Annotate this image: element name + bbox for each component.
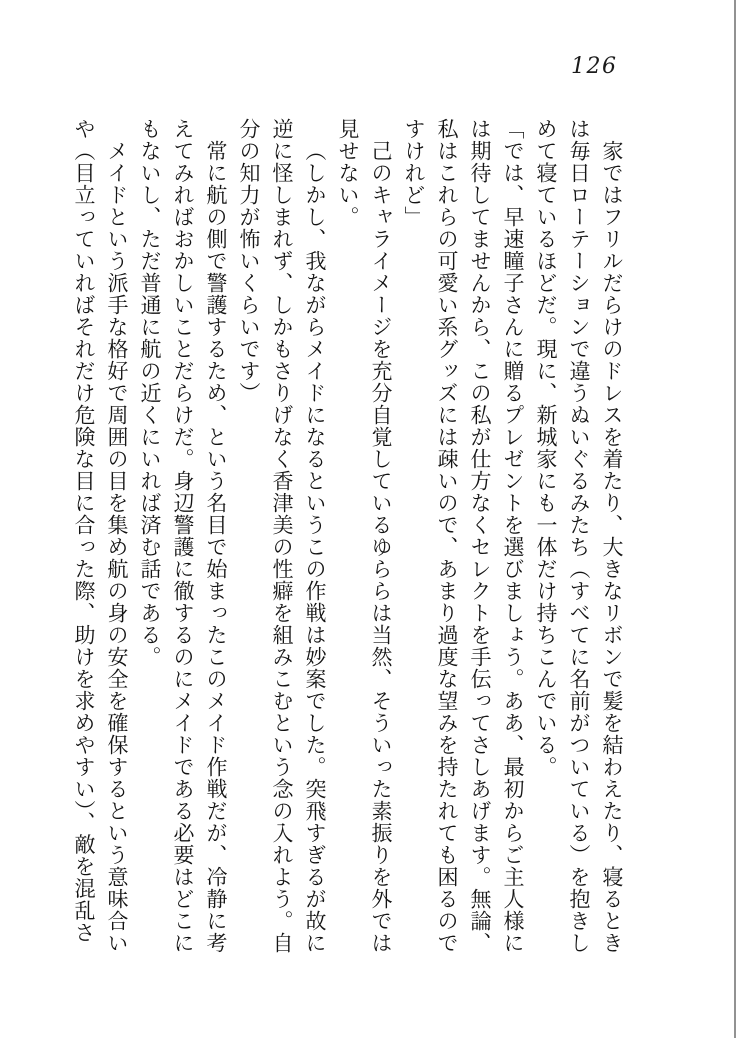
paragraph-inner-monologue: （しかし、我ながらメイドになるというこの作戦は妙案でした。突飛すぎるが故に逆に怪しまれず、しかもさりげなく香津美の性癖を組みこむという念の入れよう。自分の知力が怖いくらいです） (237, 118, 327, 954)
page-number: 126 (571, 54, 618, 79)
paragraph-narration-3: 常に航の側で警護するため、という名目で始まったこのメイド作戦だが、冷静に考えてみればおかしいことだらけだ。身辺警護に徹するのにメイドである必要はどこにもないし、ただ普通に航の近くにいれば済む話である。 (138, 118, 228, 954)
paragraph-narration-1: 家ではフリルだらけのドレスを着たり、大きなリボンで髪を結わえたり、寝るときは毎日ローテーションで違うぬいぐるみたち（すべてに名前がついている）を抱きしめて寝ているほどだ。現に、新城家にも一体だけ持ちこんでいる。 (534, 118, 624, 954)
paragraph-narration-4: メイドという派手な格好で周囲の目を集め航の身の安全を確保するという意味合いや（目立っていればそれだけ危険な目に合った際、助けを求めやすい）、敵を混乱さ (72, 118, 129, 954)
paragraph-dialogue: 「では、早速瞳子さんに贈るプレゼントを選びましょう。ああ、最初からご主人様には期待してませんから、この私が仕方なくセレクトを手伝ってさしあげます。無論、私はこれらの可愛い系グッズには疎いので、あまり過度な望みを持たれても困るのですけれど」 (402, 118, 525, 954)
paragraph-narration-2: 己のキャライメージを充分自覚しているゆららは当然、そういった素振りを外では見せない。 (336, 118, 393, 954)
page-body-text (64, 118, 628, 960)
